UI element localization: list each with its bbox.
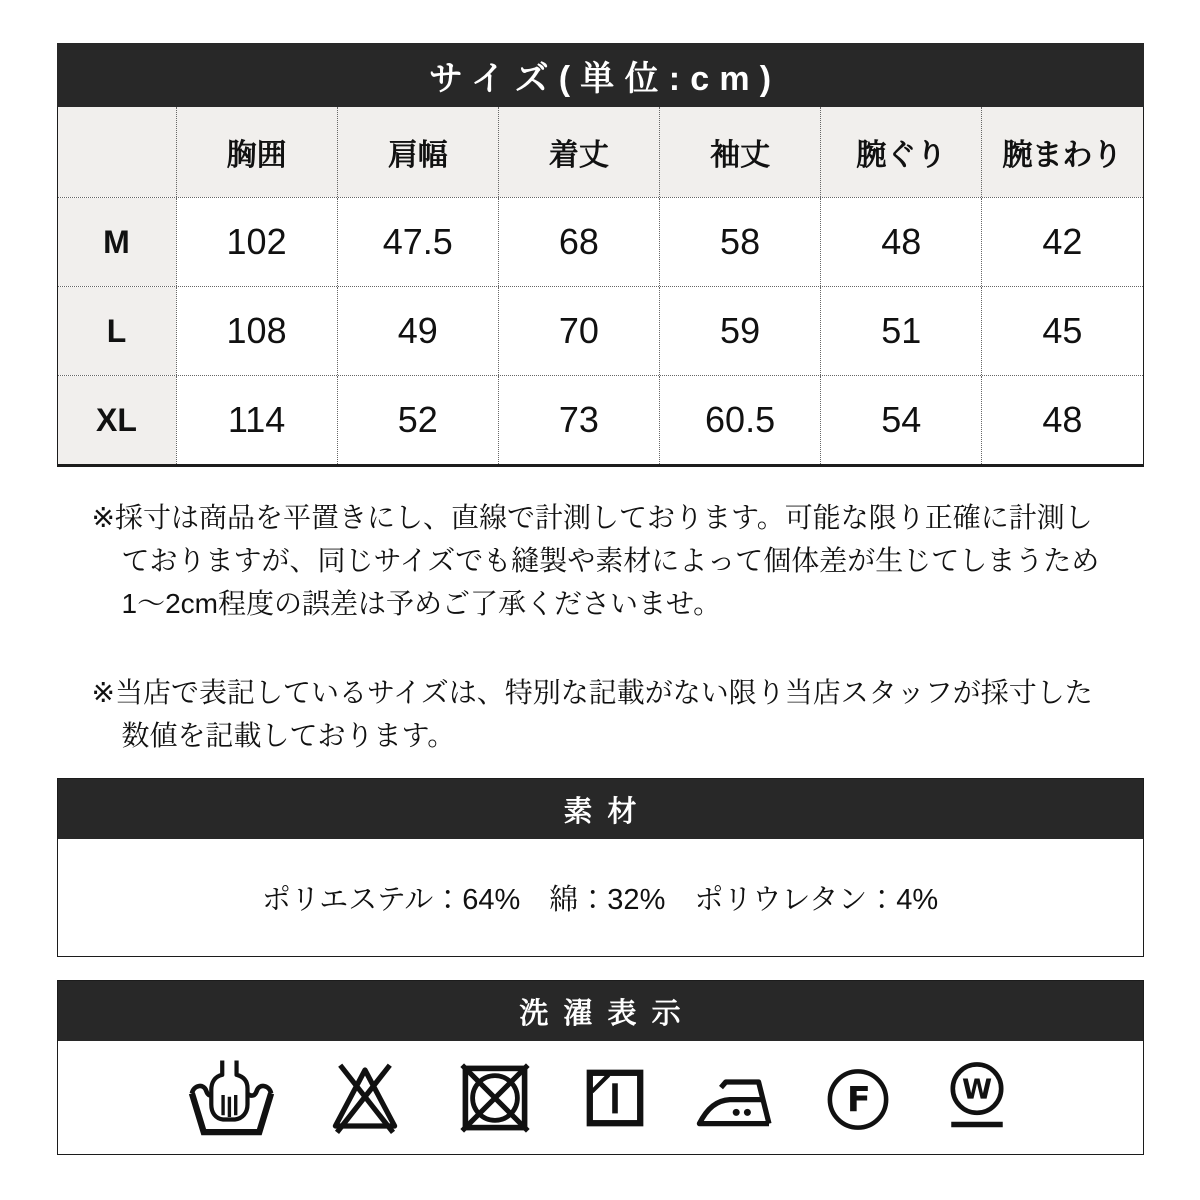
corner-cell	[58, 107, 176, 197]
column-header-armhole: 腕ぐり	[820, 107, 981, 197]
care-section	[57, 980, 1144, 1155]
cell-value: 48	[820, 198, 981, 286]
cell-value: 51	[820, 287, 981, 375]
cell-value: 58	[659, 198, 820, 286]
cell-value: 102	[176, 198, 337, 286]
iron-medium-heat-icon	[692, 1058, 778, 1138]
cell-value: 52	[337, 376, 498, 464]
column-header-chest: 胸囲	[176, 107, 337, 197]
no-bleach-icon	[320, 1058, 410, 1138]
care-section-header-bar	[58, 981, 1143, 1041]
size-table-header-row	[58, 107, 1143, 197]
size-table	[57, 107, 1144, 467]
note-line: 数値を記載しております。	[121, 720, 456, 751]
size-section-header-bar	[57, 43, 1144, 107]
note-measurement-disclaimer	[92, 496, 1112, 625]
note-line: 1〜2cm程度の誤差は予めご了承くださいませ。	[121, 588, 722, 619]
table-row-size-l	[58, 286, 1143, 375]
wet-clean-w-icon	[938, 1058, 1016, 1138]
cell-value: 68	[498, 198, 659, 286]
table-row-size-xl	[58, 375, 1143, 464]
row-label: M	[58, 198, 176, 286]
cell-value: 114	[176, 376, 337, 464]
cell-value: 54	[820, 376, 981, 464]
column-header-length: 着丈	[498, 107, 659, 197]
cell-value: 49	[337, 287, 498, 375]
column-header-arm-circumference: 腕まわり	[981, 107, 1142, 197]
material-composition-text: ポリエステル：64% 綿：32% ポリウレタン：4%	[261, 884, 939, 916]
table-row-size-m	[58, 197, 1143, 286]
material-section-title: 素材	[563, 795, 652, 828]
care-symbols-row	[58, 1041, 1143, 1154]
note-staff-measured	[92, 671, 1112, 757]
cell-value: 47.5	[337, 198, 498, 286]
cell-value: 73	[498, 376, 659, 464]
material-section	[57, 778, 1144, 957]
note-line: ておりますが、同じサイズでも縫製や素材によって個体差が生じてしまうため	[121, 545, 1100, 576]
note-line: ※当店で表記しているサイズは、特別な記載がない限り当店スタッフが採寸した	[91, 677, 1093, 708]
dry-clean-f-letter: F	[846, 1079, 871, 1120]
material-section-header-bar	[58, 779, 1143, 839]
hang-dry-in-shade-icon	[580, 1059, 650, 1137]
column-header-sleeve: 袖丈	[659, 107, 820, 197]
care-section-title: 洗濯表示	[519, 997, 696, 1030]
cell-value: 60.5	[659, 376, 820, 464]
row-label: L	[58, 287, 176, 375]
size-section-title: サイズ(単位:cm)	[428, 59, 782, 98]
column-header-shoulder: 肩幅	[337, 107, 498, 197]
cell-value: 70	[498, 287, 659, 375]
cell-value: 59	[659, 287, 820, 375]
size-section	[57, 43, 1144, 467]
cell-value: 108	[176, 287, 337, 375]
notes	[92, 496, 1112, 757]
cell-value: 42	[981, 198, 1142, 286]
material-composition	[58, 839, 1143, 956]
no-tumble-dry-icon	[452, 1058, 538, 1138]
page-content	[57, 0, 1144, 1155]
cell-value: 48	[981, 376, 1142, 464]
note-line: ※採寸は商品を平置きにし、直線で計測しております。可能な限り正確に計測し	[91, 502, 1093, 533]
wet-clean-w-letter: W	[961, 1074, 992, 1106]
hand-wash-icon	[185, 1058, 278, 1138]
dry-clean-f-icon	[820, 1058, 896, 1138]
row-label: XL	[58, 376, 176, 464]
cell-value: 45	[981, 287, 1142, 375]
